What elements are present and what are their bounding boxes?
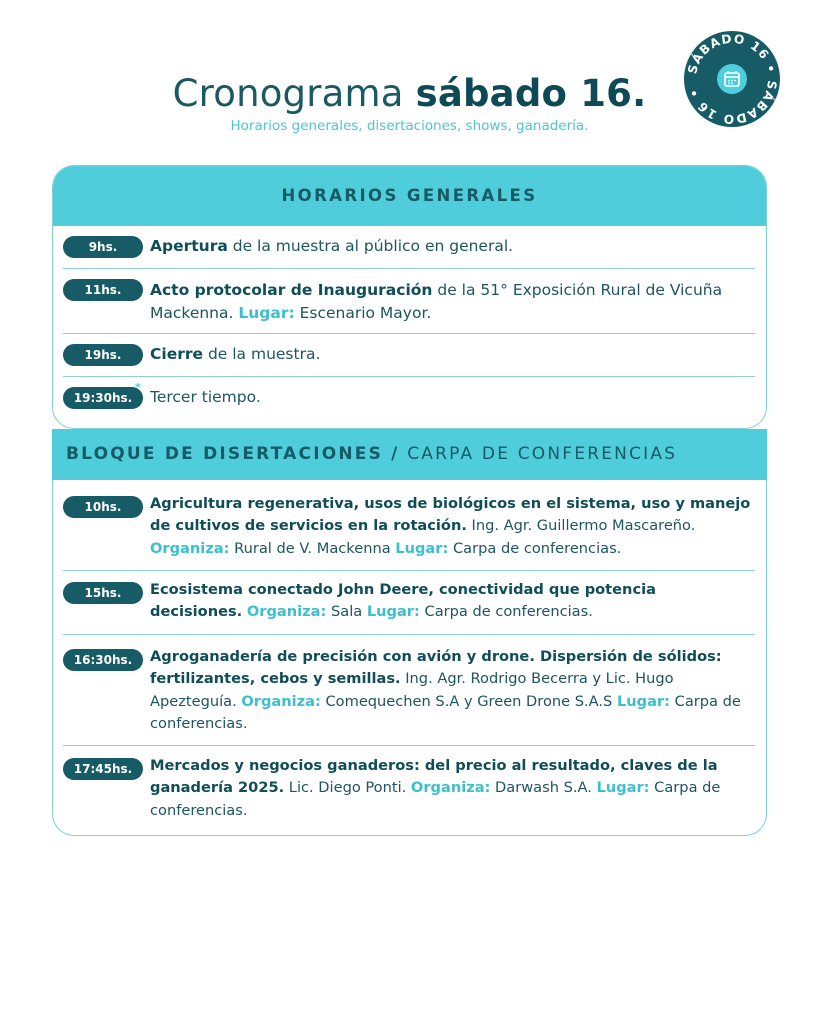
title-bold: sábado 16. — [415, 72, 647, 115]
talks-header: BLOQUE DE DISERTACIONES / CARPA DE CONFERENCIAS — [66, 444, 678, 464]
general-schedule-card — [52, 165, 767, 429]
talk-text: Agroganadería de precisión con avión y drone. Dispersión de sólidos: fertilizantes, cebos y semillas. Ing. Agr. Rodrigo Becerra y Lic. Hugo Apezteguía. Organiza: Comequechen S.A y Green Drone S.A.S Lugar: Carpa de conferencias. — [150, 648, 741, 733]
time-pill: 15hs. — [63, 582, 143, 604]
calendar-icon — [717, 64, 747, 94]
asterisk-mark: * — [135, 381, 141, 394]
schedule-text: Cierre de la muestra. — [150, 345, 321, 363]
time-pill: 19hs. — [63, 344, 143, 366]
general-header: HORARIOS GENERALES — [281, 186, 538, 205]
talk-text: Mercados y negocios ganaderos: del precio al resultado, claves de la ganadería 2025. Lic. Diego Ponti. Organiza: Darwash S.A. Lugar: Carpa de conferencias. — [150, 757, 721, 819]
divider — [63, 268, 755, 269]
schedule-text: Acto protocolar de Inauguración de la 51° Exposición Rural de Vicuña Mackenna. Lugar: Escenario Mayor. — [150, 281, 723, 322]
divider — [63, 745, 755, 746]
time-pill: 16:30hs. — [63, 649, 143, 671]
schedule-text: Tercer tiempo. — [150, 388, 261, 406]
talk-text: Ecosistema conectado John Deere, conectividad que potencia decisiones. Organiza: Sala Lugar: Carpa de conferencias. — [150, 581, 656, 621]
title-light: Cronograma — [172, 72, 404, 115]
time-pill: 9hs. — [63, 236, 143, 258]
divider — [63, 376, 755, 377]
time-pill: 11hs. — [63, 279, 143, 301]
page-subtitle: Horarios generales, disertaciones, shows, ganadería. — [230, 118, 589, 134]
schedule-text: Apertura de la muestra al público en general. — [150, 237, 514, 255]
time-pill: 19:30hs. — [63, 387, 143, 409]
divider — [63, 634, 755, 635]
talk-text: Agricultura regenerativa, usos de biológicos en el sistema, uso y manejo de cultivos de servicios en la rotación. Ing. Agr. Guillermo Mascareño. Organiza: Rural de V. Mackenna Lugar: Carpa de conferencias. — [150, 495, 751, 557]
svg-text:SÁBADO 16 • SÁBADO 16 •: SÁBADO 16 • SÁBADO 16 • — [685, 31, 780, 127]
time-pill: 17:45hs. — [63, 758, 143, 780]
divider — [63, 333, 755, 334]
talks-card — [52, 429, 767, 836]
date-badge — [684, 31, 780, 127]
time-pill: 10hs. — [63, 496, 143, 518]
divider — [63, 570, 755, 571]
